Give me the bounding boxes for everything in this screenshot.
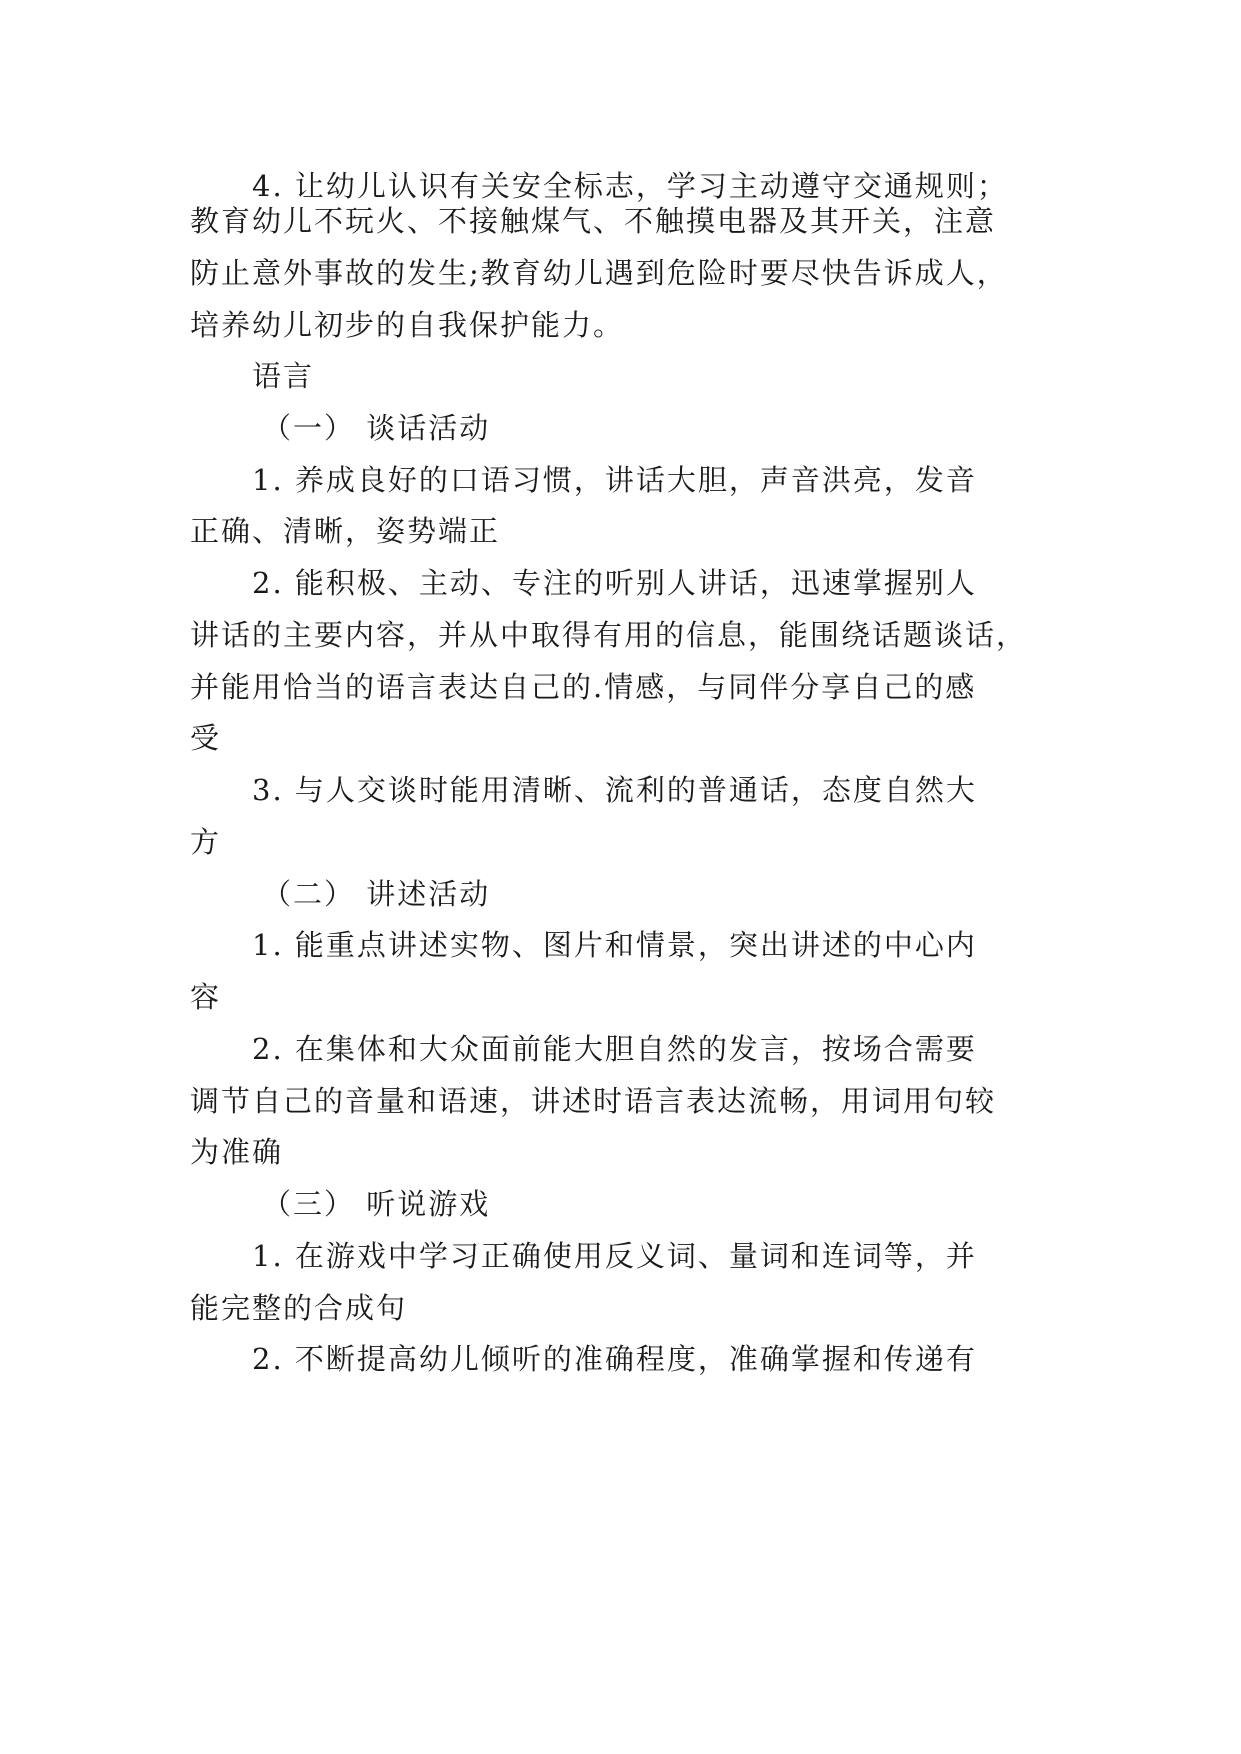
paragraph-safety-line-3: 防止意外事故的发生;教育幼儿遇到危险时要尽快告诉成人， — [190, 256, 1008, 290]
conversation-item-2-line-1: 2. 能积极、主动、专注的听别人讲话，迅速掌握别人 — [252, 566, 977, 600]
games-item-1-line-1: 1. 在游戏中学习正确使用反义词、量词和连词等，并 — [252, 1239, 977, 1273]
paragraph-safety-line-2: 教育幼儿不玩火、不接触煤气、不触摸电器及其开关，注意 — [190, 204, 997, 238]
games-item-1-line-2: 能完整的合成句 — [190, 1291, 408, 1325]
narration-item-2-line-3: 为准确 — [190, 1135, 284, 1169]
conversation-item-3-line-2: 方 — [190, 825, 222, 859]
conversation-item-3-line-1: 3. 与人交谈时能用清晰、流利的普通话，态度自然大 — [252, 773, 977, 807]
conversation-item-2-line-4: 受 — [190, 721, 222, 755]
narration-item-1-line-2: 容 — [190, 980, 222, 1014]
conversation-item-2-line-2: 讲话的主要内容，并从中取得有用的信息，能围绕话题谈话， — [190, 618, 1028, 652]
paragraph-safety-line-4: 培养幼儿初步的自我保护能力。 — [190, 308, 625, 342]
subheading-listening-games: （三） 听说游戏 — [262, 1187, 491, 1221]
subheading-narration: （二） 讲述活动 — [262, 877, 491, 911]
conversation-item-2-line-3: 并能用恰当的语言表达自己的.情感，与同伴分享自己的感 — [190, 670, 977, 704]
narration-item-1-line-1: 1. 能重点讲述实物、图片和情景，突出讲述的中心内 — [252, 928, 977, 962]
conversation-item-1-line-2: 正确、清晰，姿势端正 — [190, 514, 501, 548]
narration-item-2-line-2: 调节自己的音量和语速，讲述时语言表达流畅，用词用句较 — [190, 1084, 997, 1118]
paragraph-safety-line-1: 4. 让幼儿认识有关安全标志，学习主动遵守交通规则； — [252, 169, 1008, 203]
subheading-conversation: （一） 谈话活动 — [262, 411, 491, 445]
narration-item-2-line-1: 2. 在集体和大众面前能大胆自然的发言，按场合需要 — [252, 1032, 977, 1066]
games-item-2-line-1: 2. 不断提高幼儿倾听的准确程度，准确掌握和传递有 — [252, 1342, 977, 1376]
conversation-item-1-line-1: 1. 养成良好的口语习惯，讲话大胆，声音洪亮，发音 — [252, 463, 977, 497]
section-heading-language: 语言 — [252, 359, 315, 393]
